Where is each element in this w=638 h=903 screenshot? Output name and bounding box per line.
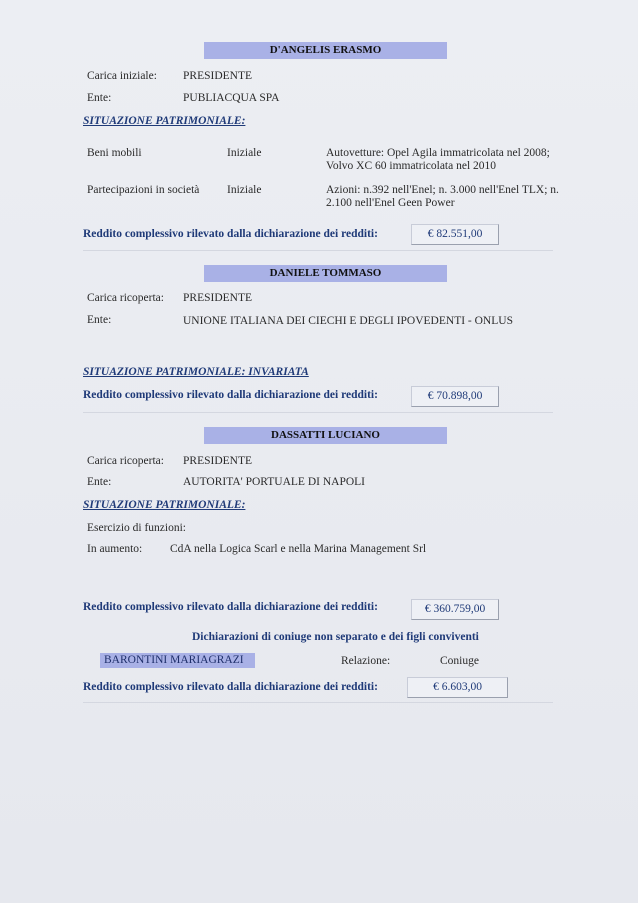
relazione-value: Coniuge xyxy=(440,655,479,667)
aumento-value: CdA nella Logica Scarl e nella Marina Management Srl xyxy=(170,543,427,555)
ente-label: Ente: xyxy=(87,314,112,326)
ente-value: AUTORITA' PORTUALE DI NAPOLI xyxy=(183,476,366,488)
reddito-value-box: € 82.551,00 xyxy=(411,224,499,245)
asset-type: Iniziale xyxy=(227,147,262,159)
person-name-header: DASSATTI LUCIANO xyxy=(204,427,447,444)
coniuge-section-title: Dichiarazioni di coniuge non separato e dei figli conviventi xyxy=(192,631,479,643)
reddito-value-box: € 70.898,00 xyxy=(411,386,499,407)
ente-value: UNIONE ITALIANA DEI CIECHI E DEGLI IPOVEDENTI - ONLUS xyxy=(183,315,513,327)
coniuge-reddito-value-box: € 6.603,00 xyxy=(407,677,508,698)
divider xyxy=(83,412,553,413)
person-name-header: DANIELE TOMMASO xyxy=(204,265,447,282)
ente-label: Ente: xyxy=(87,92,112,104)
divider xyxy=(83,702,553,703)
ente-value: PUBLIACQUA SPA xyxy=(183,92,280,104)
carica-label: Carica ricoperta: xyxy=(87,292,164,304)
situazione-patrimoniale-heading: SITUAZIONE PATRIMONIALE: INVARIATA xyxy=(83,366,309,378)
reddito-label: Reddito complessivo rilevato dalla dichiarazione dei redditi: xyxy=(83,228,378,240)
divider xyxy=(83,250,553,251)
person-name-header: D'ANGELIS ERASMO xyxy=(204,42,447,59)
situazione-patrimoniale-heading: SITUAZIONE PATRIMONIALE: xyxy=(83,115,246,127)
reddito-value-box: € 360.759,00 xyxy=(411,599,499,620)
ente-label: Ente: xyxy=(87,476,112,488)
carica-label: Carica iniziale: xyxy=(87,70,157,82)
asset-type: Iniziale xyxy=(227,184,262,196)
reddito-label: Reddito complessivo rilevato dalla dichiarazione dei redditi: xyxy=(83,389,378,401)
aumento-label: In aumento: xyxy=(87,543,143,555)
situazione-patrimoniale-heading: SITUAZIONE PATRIMONIALE: xyxy=(83,499,246,511)
asset-category: Partecipazioni in società xyxy=(87,184,200,196)
carica-value: PRESIDENTE xyxy=(183,292,252,304)
coniuge-name: BARONTINI MARIAGRAZI xyxy=(100,653,255,668)
esercizio-label: Esercizio di funzioni: xyxy=(87,522,186,534)
relazione-label: Relazione: xyxy=(341,655,391,667)
reddito-label: Reddito complessivo rilevato dalla dichiarazione dei redditi: xyxy=(83,601,378,613)
asset-description: Azioni: n.392 nell'Enel; n. 3.000 nell'Enel TLX; n. 2.100 nell'Enel Geen Power xyxy=(326,184,559,209)
carica-label: Carica ricoperta: xyxy=(87,455,164,467)
carica-value: PRESIDENTE xyxy=(183,455,252,467)
asset-description: Autovetture: Opel Agila immatricolata nel 2008; Volvo XC 60 immatricolata nel 2010 xyxy=(326,147,550,172)
asset-category: Beni mobili xyxy=(87,147,142,159)
coniuge-reddito-label: Reddito complessivo rilevato dalla dichiarazione dei redditi: xyxy=(83,681,378,693)
carica-value: PRESIDENTE xyxy=(183,70,252,82)
